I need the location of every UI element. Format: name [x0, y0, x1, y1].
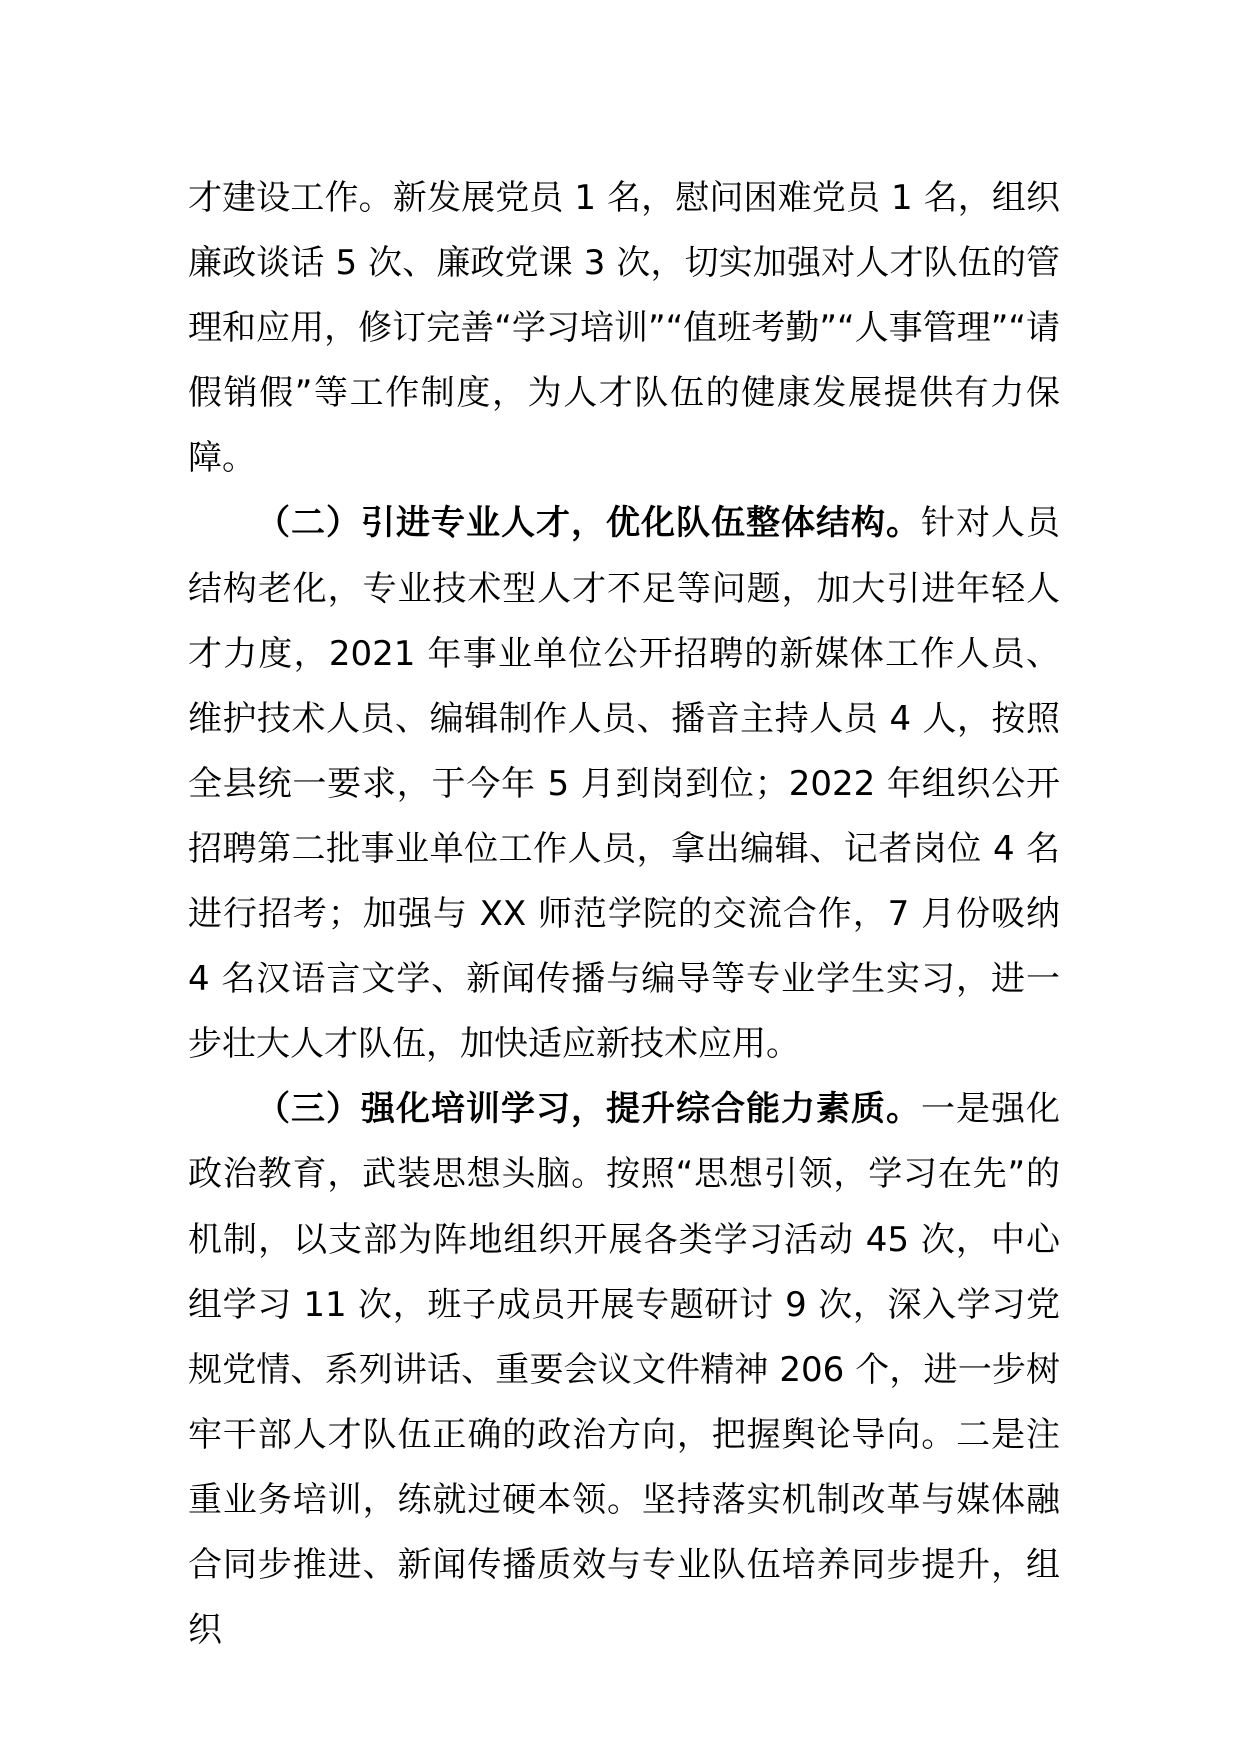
section-heading: （二）引进专业人才，优化队伍整体结构。 [256, 503, 921, 544]
paragraph-section-three [188, 1077, 1060, 1663]
paragraph-continuation [188, 166, 1060, 491]
paragraph-text: 针对人员结构老化，专业技术型人才不足等问题，加大引进年轻人才力度，2021 年事业单位公开招聘的新媒体工作人员、维护技术人员、编辑制作人员、播音主持人员 4 人，按照全县统一要求，于今年 5 月到岗到位；2022 年组织公开招聘第二批事业单位工作人员，拿出编辑、记者岗位 4 名进行招考；加强与 XX 师范学院的交流合作，7 月份吸纳 4 名汉语言文学、新闻传播与编导等专业学生实习，进一步壮大人才队伍，加快适应新技术应用。 [188, 503, 1060, 1065]
paragraph-text: 一是强化政治教育，武装思想头脑。按照“思想引领，学习在先”的机制，以支部为阵地组织开展各类学习活动 45 次，中心组学习 11 次，班子成员开展专题研讨 9 次，深入学习党规党情、系列讲话、重要会议文件精神 206 个，进一步树牢干部人才队伍正确的政治方向，把握舆论导向。二是注重业务培训，练就过硬本领。坚持落实机制改革与媒体融合同步推进、新闻传播质效与专业队伍培养同步提升，组织 [188, 1089, 1060, 1651]
paragraph-text: 才建设工作。新发展党员 1 名，慰问困难党员 1 名，组织廉政谈话 5 次、廉政党课 3 次，切实加强对人才队伍的管理和应用，修订完善“学习培训”“值班考勤”“人事管理”“请假销假”等工作制度，为人才队伍的健康发展提供有力保障。 [188, 178, 1060, 479]
paragraph-section-two [188, 491, 1060, 1077]
section-heading: （三）强化培训学习，提升综合能力素质。 [256, 1089, 921, 1130]
document-page [188, 166, 1060, 1663]
